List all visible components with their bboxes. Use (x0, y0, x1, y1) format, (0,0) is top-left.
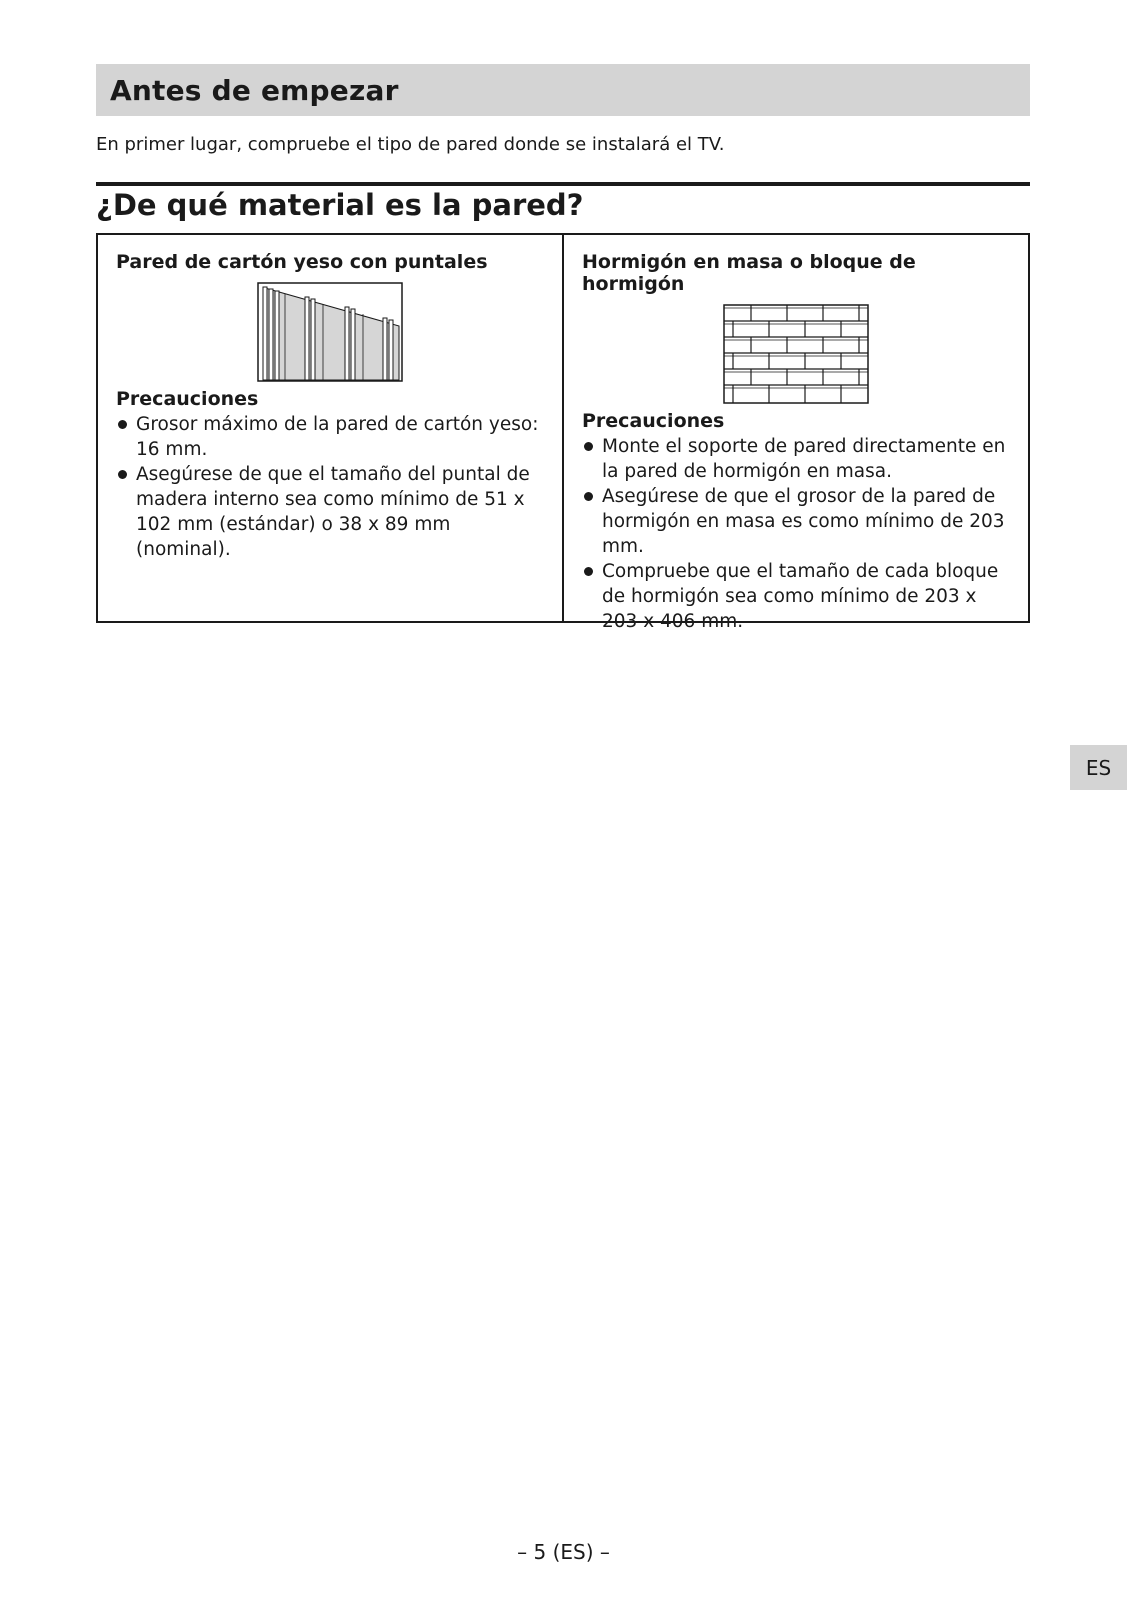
section-header (96, 64, 1030, 116)
concrete-title: Hormigón en masa o bloque de hormigón (582, 251, 916, 295)
list-item: Monte el soporte de pared directamente en la pared de hormigón en masa. (582, 434, 1010, 484)
page-number: – 5 (ES) – (517, 1540, 610, 1564)
drywall-cell (98, 235, 562, 621)
drywall-precautions-list (116, 412, 544, 562)
concrete-cell (562, 235, 1028, 632)
divider (96, 182, 1030, 186)
intro-text: En primer lugar, compruebe el tipo de pared donde se instalará el TV. (96, 134, 725, 155)
page-title: Antes de empezar (110, 73, 399, 107)
wall-material-table (96, 233, 1030, 632)
drywall-studs-illustration (257, 282, 403, 382)
list-item: Asegúrese de que el tamaño del puntal de madera interno sea como mínimo de 51 x 102 mm (estándar) o 38 x 89 mm (nominal). (116, 462, 544, 562)
concrete-precautions-title: Precauciones (582, 410, 725, 432)
list-item: Asegúrese de que el grosor de la pared de hormigón en masa es como mínimo de 203 mm. (582, 484, 1010, 559)
drywall-precautions-title: Precauciones (116, 388, 259, 410)
drywall-title: Pared de cartón yeso con puntales (116, 251, 488, 273)
language-tab: ES (1070, 745, 1127, 790)
concrete-precautions-list (582, 434, 1010, 634)
list-item: Grosor máximo de la pared de cartón yeso: 16 mm. (116, 412, 544, 462)
concrete-block-illustration (723, 304, 869, 404)
list-item: Compruebe que el tamaño de cada bloque de hormigón sea como mínimo de 203 x 203 x 406 mm. (582, 559, 1010, 634)
section-title: ¿De qué material es la pared? (96, 188, 584, 222)
